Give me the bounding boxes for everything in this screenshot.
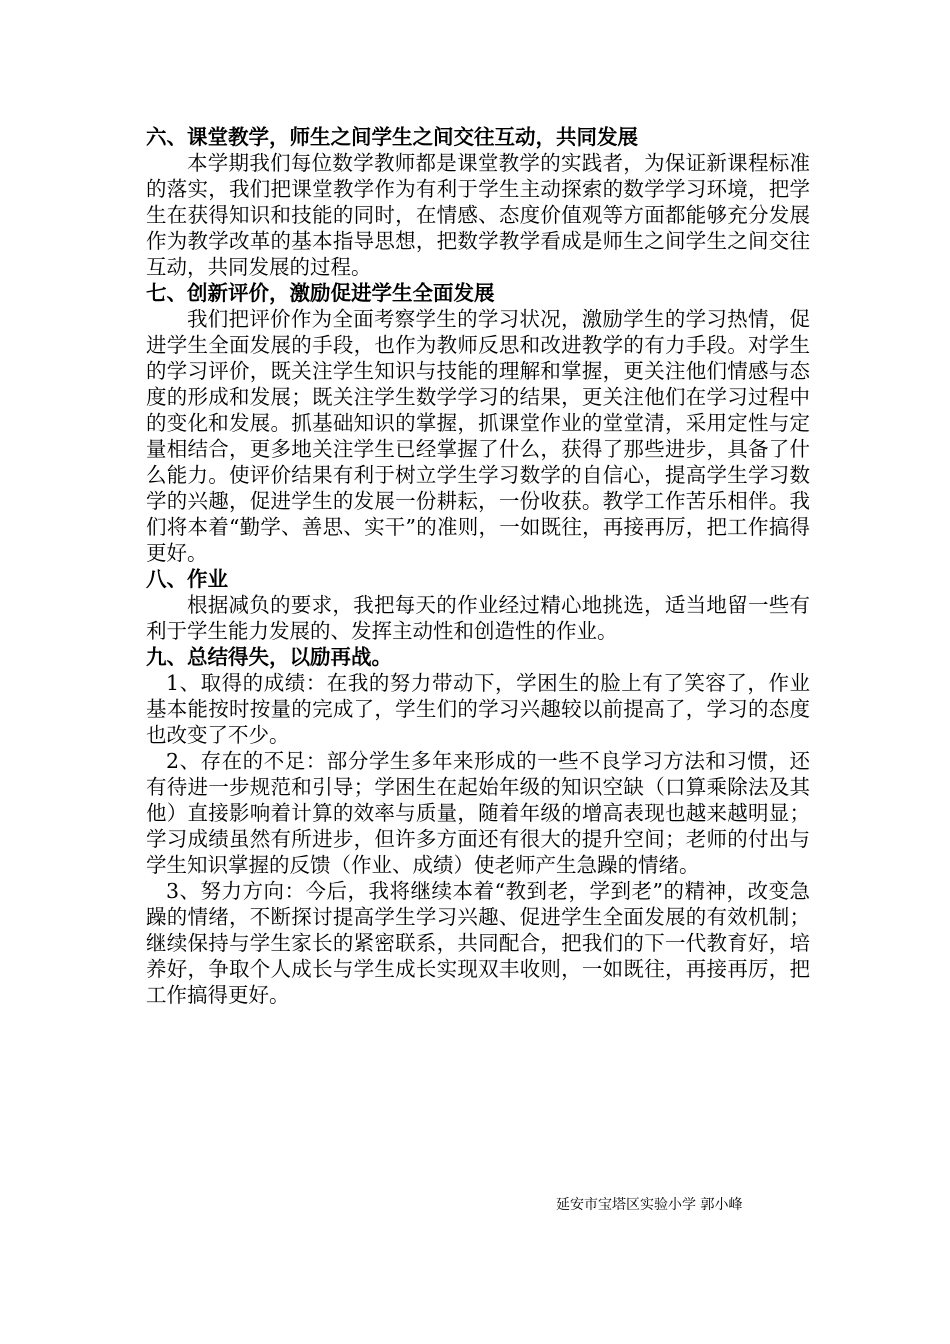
section-heading: 九、总结得失，以励再战。	[146, 645, 392, 669]
paragraph-achievements: 1、取得的成绩：在我的努力带动下，学困生的脸上有了笑容了，作业基本能按时按量的完成了，学生们的学习兴趣较以前提高了，学习的态度也改变了不少。	[146, 671, 810, 747]
paragraph: 我们把评价作为全面考察学生的学习状况，激励学生的学习热情，促进学生全面发展的手段，也作为教师反思和改进教学的有力手段。对学生的学习评价，既关注学生知识与技能的理解和掌握，更关注他们情感与态度的形成和发展；既关注学生数学学习的结果，更关注他们在学习过程中的变化和发展。抓基础知识的掌握，抓课堂作业的堂堂清，采用定性与定量相结合，更多地关注学生已经掌握了什么，获得了那些进步，具备了什么能力。使评价结果有利于树立学生学习数学的自信心，提高学生学习数学的兴趣，促进学生的发展一份耕耘，一份收获。教学工作苦乐相伴。我们将本着“勤学、善思、实干”的准则，一如既往，再接再厉，把工作搞得更好。	[146, 307, 810, 565]
paragraph-shortcomings: 2、存在的不足：部分学生多年来形成的一些不良学习方法和习惯，还有待进一步规范和引导；学困生在起始年级的知识空缺（口算乘除法及其他）直接影响着计算的效率与质量，随着年级的增高表现也越来越明显；学习成绩虽然有所进步，但许多方面还有很大的提升空间；老师的付出与学生知识掌握的反馈（作业、成绩）使老师产生急躁的情绪。	[146, 749, 810, 877]
document-body	[146, 124, 810, 1008]
paragraph: 根据减负的要求，我把每天的作业经过精心地挑选，适当地留一些有利于学生能力发展的、发挥主动性和创造性的作业。	[146, 593, 810, 643]
section-heading: 六、课堂教学，师生之间学生之间交往互动，共同发展	[146, 125, 638, 149]
section-7	[146, 280, 810, 566]
section-6	[146, 124, 810, 280]
section-9	[146, 644, 810, 1008]
paragraph-direction: 3、努力方向：今后，我将继续本着“教到老，学到老”的精神，改变急躁的情绪，不断探讨提高学生学习兴趣、促进学生全面发展的有效机制；继续保持与学生家长的紧密联系，共同配合，把我们的下一代教育好，培养好，争取个人成长与学生成长实现双丰收则，一如既往，再接再厉，把工作搞得更好。	[146, 879, 810, 1007]
section-heading: 七、创新评价，激励促进学生全面发展	[146, 281, 495, 305]
paragraph: 本学期我们每位数学教师都是课堂教学的实践者，为保证新课程标准的落实，我们把课堂教学作为有利于学生主动探索的数学学习环境，把学生在获得知识和技能的同时，在情感、态度价值观等方面都能够充分发展作为教学改革的基本指导思想，把数学教学看成是师生之间学生之间交往互动，共同发展的过程。	[146, 151, 810, 279]
section-heading: 八、作业	[146, 567, 228, 591]
author-signature: 延安市宝塔区实验小学 郭小峰	[556, 1197, 743, 1213]
section-8	[146, 566, 810, 644]
